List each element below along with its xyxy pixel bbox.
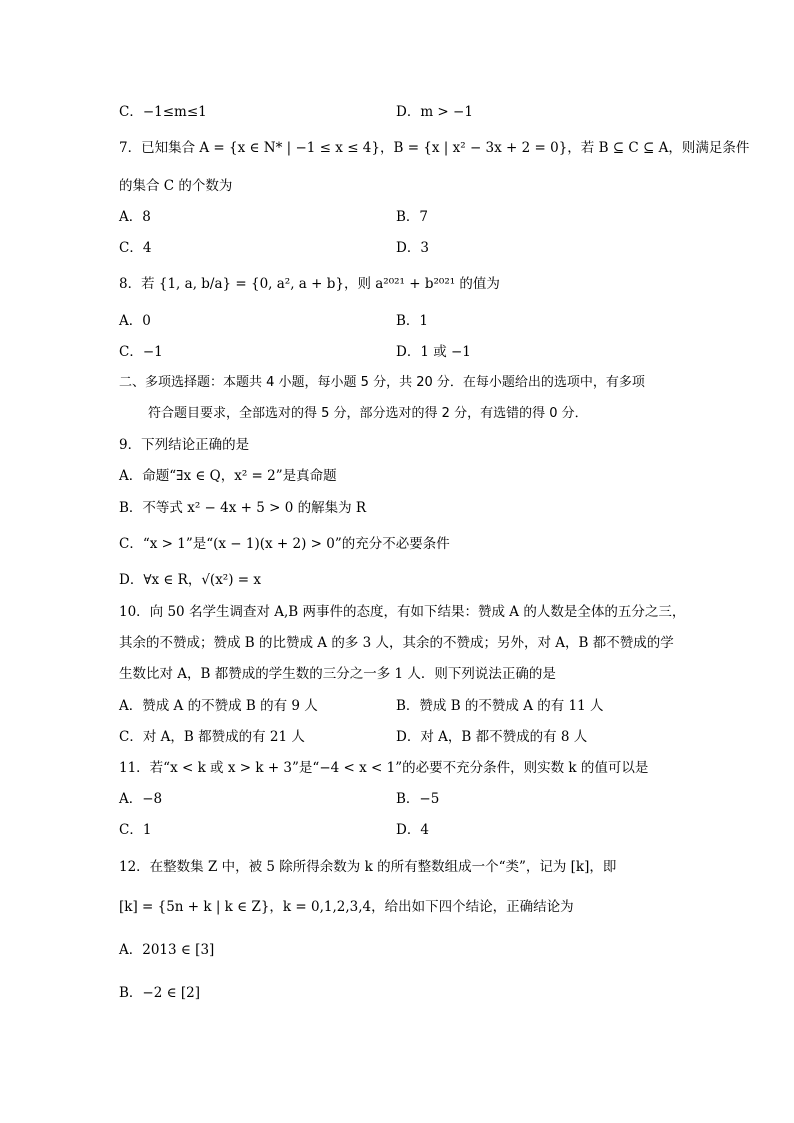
q11-option-a: A．−8 — [119, 791, 163, 807]
q9-option-b: B．不等式 x² − 4x + 5 > 0 的解集为 R — [119, 500, 367, 516]
q12-stem-line1: 12．在整数集 Z 中，被 5 除所得余数为 k 的所有整数组成一个“类”，记为 [k]，即 — [119, 859, 617, 875]
q9-option-a: A．命题“∃x ∈ Q，x² = 2”是真命题 — [119, 468, 337, 484]
q9-option-c: C．“x > 1”是“(x − 1)(x + 2) > 0”的充分不必要条件 — [119, 536, 450, 552]
q7-stem-line2: 的集合 C 的个数为 — [119, 178, 233, 194]
q7-option-c: C．4 — [119, 240, 152, 256]
q12-stem-line2: [k] = {5n + k | k ∈ Z}，k = 0,1,2,3,4，给出如下四个结论，正确结论为 — [119, 899, 574, 915]
q11-stem: 11．若“x < k 或 x > k + 3”是“−4 < x < 1”的必要不充分条件，则实数 k 的值可以是 — [119, 760, 649, 776]
q7-stem-line1: 7．已知集合 A = {x ∈ N* | −1 ≤ x ≤ 4}，B = {x | x² − 3x + 2 = 0}，若 B ⊆ C ⊆ A，则满足条件 — [119, 140, 750, 156]
q8-option-d: D．1 或 −1 — [396, 344, 471, 360]
q10-option-a: A．赞成 A 的不赞成 B 的有 9 人 — [119, 698, 318, 714]
q6-option-d: D．m > −1 — [396, 104, 473, 120]
q12-option-b: B．−2 ∈ [2] — [119, 985, 201, 1001]
q10-option-d: D．对 A，B 都不赞成的有 8 人 — [396, 729, 588, 745]
q11-option-c: C．1 — [119, 822, 152, 838]
q10-stem-line1: 10．向 50 名学生调查对 A,B 两事件的态度，有如下结果：赞成 A 的人数是全体的五分之三， — [119, 604, 686, 620]
q12-option-a: A．2013 ∈ [3] — [119, 942, 215, 958]
section2-heading-line2: 符合题目要求，全部选对的得 5 分，部分选对的得 2 分，有选错的得 0 分． — [148, 406, 588, 421]
q11-option-d: D．4 — [396, 822, 429, 838]
q8-option-a: A．0 — [119, 313, 151, 329]
q8-stem: 8．若 {1, a, b/a} = {0, a², a + b}，则 a²⁰²¹ + b²⁰²¹ 的值为 — [119, 276, 500, 292]
q7-option-d: D．3 — [396, 240, 429, 256]
q8-option-c: C．−1 — [119, 344, 163, 360]
q7-option-a: A．8 — [119, 209, 151, 225]
q9-stem: 9．下列结论正确的是 — [119, 437, 250, 453]
q10-option-c: C．对 A，B 都赞成的有 21 人 — [119, 729, 305, 745]
q9-option-d: D．∀x ∈ R，√(x²) = x — [119, 572, 261, 588]
q6-option-c: C．−1≤m≤1 — [119, 104, 207, 120]
q8-option-b: B．1 — [396, 313, 429, 329]
q10-option-b: B．赞成 B 的不赞成 A 的有 11 人 — [396, 698, 604, 714]
section2-heading-line1: 二、多项选择题：本题共 4 小题，每小题 5 分，共 20 分．在每小题给出的选项中，有多项 — [119, 375, 645, 390]
q11-option-b: B．−5 — [396, 791, 440, 807]
q10-stem-line2: 其余的不赞成；赞成 B 的比赞成 A 的多 3 人，其余的不赞成；另外，对 A，B 都不赞成的学 — [119, 635, 674, 651]
q7-option-b: B．7 — [396, 209, 429, 225]
q10-stem-line3: 生数比对 A，B 都赞成的学生数的三分之一多 1 人．则下列说法正确的是 — [119, 666, 556, 682]
